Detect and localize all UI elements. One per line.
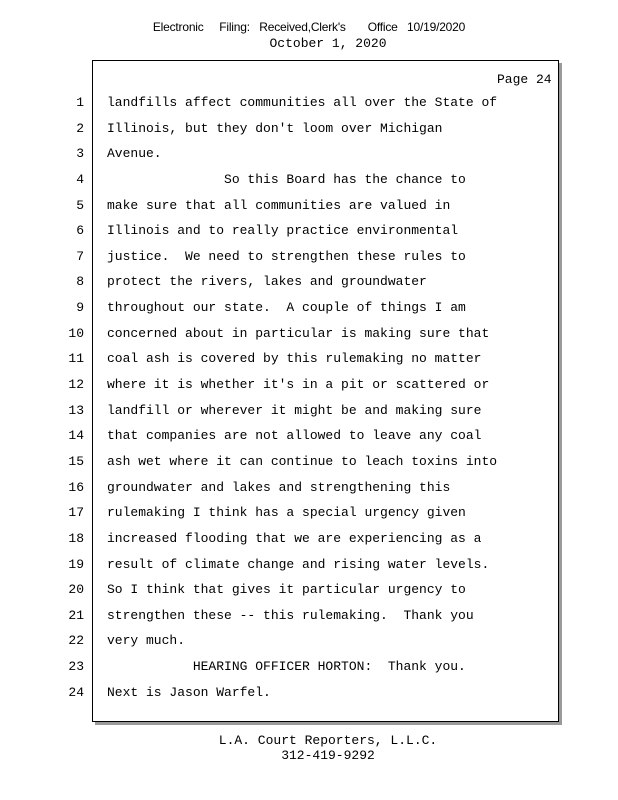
filing-stamp-part: Filing: bbox=[219, 20, 250, 34]
transcript-line: landfill or wherever it might be and making sure bbox=[107, 402, 482, 418]
line-number: 8 bbox=[76, 274, 84, 290]
transcript-line: landfills affect communities all over the State of bbox=[107, 95, 498, 110]
filing-stamp-part: Received,Clerk's bbox=[259, 20, 346, 34]
line-number: 4 bbox=[76, 171, 84, 187]
line-number: 13 bbox=[68, 402, 84, 418]
line-number: 17 bbox=[68, 505, 84, 521]
line-number: 5 bbox=[76, 197, 84, 213]
transcript-line: HEARING OFFICER HORTON: Thank you. bbox=[107, 659, 466, 675]
transcript-line: strengthen these -- this rulemaking. Thank you bbox=[107, 607, 474, 623]
filing-stamp-part: 10/19/2020 bbox=[407, 20, 466, 34]
line-number: 3 bbox=[76, 146, 84, 162]
line-number: 12 bbox=[68, 377, 84, 393]
transcript-line: protect the rivers, lakes and groundwater bbox=[107, 274, 427, 290]
transcript-line: Illinois, but they don't loom over Michigan bbox=[107, 120, 443, 136]
filing-stamp-part: Electronic bbox=[152, 20, 204, 34]
transcript-line: Next is Jason Warfel. bbox=[107, 684, 271, 700]
transcript-line: coal ash is covered by this rulemaking no matter bbox=[107, 351, 482, 367]
line-number: 10 bbox=[68, 325, 84, 341]
transcript-line: make sure that all communities are valued in bbox=[107, 197, 451, 213]
transcript-line: So I think that gives it particular urgency to bbox=[107, 582, 466, 598]
line-number: 11 bbox=[68, 351, 84, 367]
line-number: 18 bbox=[68, 530, 84, 546]
transcript-line: Avenue. bbox=[107, 146, 162, 162]
transcript-line: very much. bbox=[107, 633, 186, 649]
line-number: 1 bbox=[76, 95, 84, 110]
filing-stamp bbox=[0, 20, 618, 34]
transcript-line: concerned about in particular is making sure that bbox=[107, 325, 490, 341]
transcript-line: rulemaking I think has a special urgency given bbox=[107, 505, 466, 521]
reporter-phone: 312-419-9292 bbox=[281, 748, 375, 763]
transcript-line: throughout our state. A couple of things I am bbox=[107, 300, 466, 316]
line-number: 2 bbox=[76, 120, 84, 136]
footer bbox=[0, 733, 618, 763]
line-number: 15 bbox=[68, 453, 84, 469]
filing-stamp-part: Office bbox=[367, 20, 398, 34]
line-number: 19 bbox=[68, 556, 84, 572]
transcript-line: result of climate change and rising water levels. bbox=[107, 556, 490, 572]
reporter-company: L.A. Court Reporters, L.L.C. bbox=[218, 733, 438, 748]
transcript-text bbox=[107, 95, 547, 710]
transcript-line: justice. We need to strengthen these rules to bbox=[107, 248, 466, 264]
line-number: 23 bbox=[68, 659, 84, 675]
line-number: 14 bbox=[68, 428, 84, 444]
line-number: 7 bbox=[76, 248, 84, 264]
transcript-line: groundwater and lakes and strengthening this bbox=[107, 479, 451, 495]
line-number: 21 bbox=[68, 607, 84, 623]
line-number: 6 bbox=[76, 223, 84, 239]
line-number: 9 bbox=[76, 300, 84, 316]
hearing-date: October 1, 2020 bbox=[269, 36, 387, 51]
page-number: Page 24 bbox=[497, 72, 552, 87]
transcript-line: Illinois and to really practice environmental bbox=[107, 223, 459, 239]
transcript-line: where it is whether it's in a pit or scattered or bbox=[107, 377, 490, 393]
line-number: 24 bbox=[68, 684, 84, 700]
line-number: 22 bbox=[68, 633, 84, 649]
transcript-line: ash wet where it can continue to leach toxins into bbox=[107, 453, 498, 469]
line-number: 20 bbox=[68, 582, 84, 598]
transcript-line: increased flooding that we are experiencing as a bbox=[107, 530, 482, 546]
transcript-line: that companies are not allowed to leave any coal bbox=[107, 428, 482, 444]
line-number-column bbox=[60, 95, 84, 710]
line-number: 16 bbox=[68, 479, 84, 495]
transcript-line: So this Board has the chance to bbox=[107, 171, 466, 187]
